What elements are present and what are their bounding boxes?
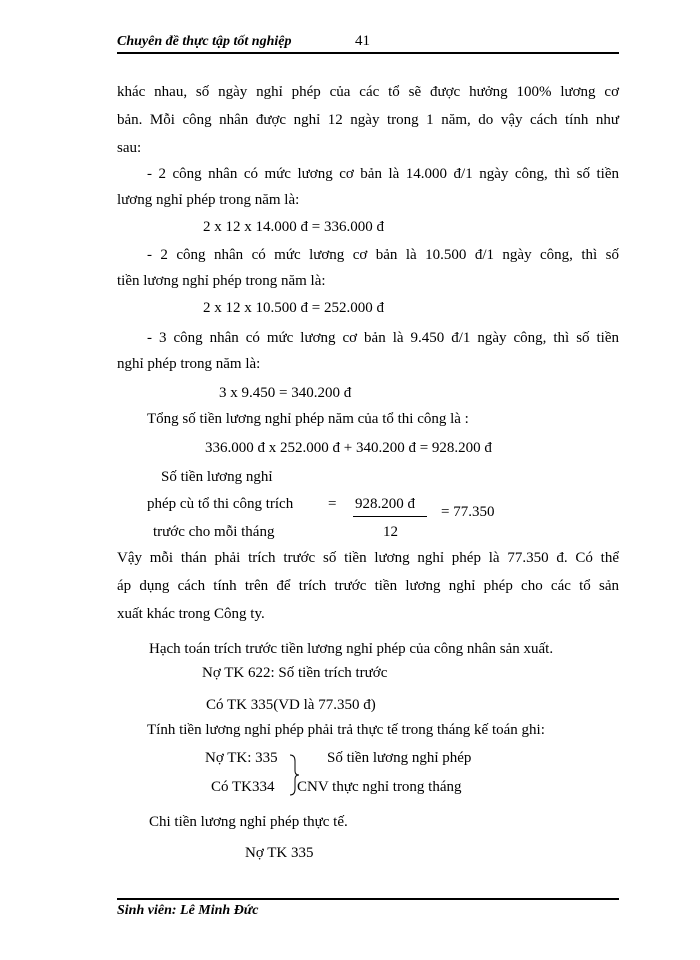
accounting-credit: Có TK 335(VD là 77.350 đ) xyxy=(206,697,376,713)
bullet-line: nghỉ phép trong năm là: xyxy=(117,356,261,372)
paragraph-line: sau: xyxy=(117,140,142,156)
calculation: 3 x 9.450 = 340.200 đ xyxy=(219,385,352,401)
total-label: Tổng số tiền lương nghỉ phép năm của tổ thi công là : xyxy=(147,411,469,427)
header-title: Chuyên đề thực tập tốt nghiệp xyxy=(117,34,292,49)
total-calculation: 336.000 đ x 252.000 đ + 340.200 đ = 928.200 đ xyxy=(205,440,492,456)
formula-equals: = xyxy=(328,496,337,512)
bullet-line: - 2 công nhân có mức lương cơ bản là 10.500 đ/1 ngày công, thì số xyxy=(147,247,619,263)
footer-student: Sinh viên: Lê Minh Đức xyxy=(117,903,259,918)
payment-debit: Nợ TK 335 xyxy=(245,845,314,861)
accounting-title: Hạch toán trích trước tiền lương nghỉ phép của công nhân sản xuất. xyxy=(149,641,554,657)
paragraph-line: áp dụng cách tính trên để trích trước tiền lương nghỉ phép cho các tổ sản xyxy=(117,578,619,594)
accounting-debit: Nợ TK 622: Số tiền trích trước xyxy=(202,665,388,681)
formula-label-line: Số tiền lương nghỉ xyxy=(161,469,273,485)
actual-description-line: Số tiền lương nghỉ phép xyxy=(327,750,472,766)
actual-description-line: CNV thực nghỉ trong tháng xyxy=(297,779,462,795)
formula-numerator: 928.200 đ xyxy=(355,496,415,512)
footer-rule xyxy=(117,898,619,900)
formula-result: = 77.350 xyxy=(441,504,495,520)
bullet-line: - 3 công nhân có mức lương cơ bản là 9.450 đ/1 ngày công, thì số tiền xyxy=(147,330,619,346)
actual-title: Tính tiền lương nghỉ phép phải trả thực tế trong tháng kế toán ghi: xyxy=(147,722,545,738)
paragraph-line: khác nhau, số ngày nghỉ phép của các tổ sẽ được hưởng 100% lương cơ xyxy=(117,84,619,100)
calculation: 2 x 12 x 14.000 đ = 336.000 đ xyxy=(203,219,384,235)
paragraph-line: Vậy mỗi thán phải trích trước số tiền lương nghỉ phép là 77.350 đ. Có thể xyxy=(117,550,619,566)
actual-debit: Nợ TK: 335 xyxy=(205,750,278,766)
formula-denominator: 12 xyxy=(383,524,398,540)
payment-title: Chi tiền lương nghỉ phép thực tế. xyxy=(149,814,348,830)
header-rule xyxy=(117,52,619,54)
calculation: 2 x 12 x 10.500 đ = 252.000 đ xyxy=(203,300,384,316)
paragraph-line: xuất khác trong Công ty. xyxy=(117,606,265,622)
formula-label-line: phép cù tổ thi công trích xyxy=(147,496,294,512)
actual-credit: Có TK334 xyxy=(211,779,275,795)
bullet-line: lương nghỉ phép trong năm là: xyxy=(117,192,300,208)
fraction-bar xyxy=(353,516,427,517)
bullet-line: tiền lương nghỉ phép trong năm là: xyxy=(117,273,326,289)
paragraph-line: bản. Mỗi công nhân được nghỉ 12 ngày trong 1 năm, do vậy cách tính như xyxy=(117,112,619,128)
page-number: 41 xyxy=(355,33,370,49)
formula-label-line: trước cho mỗi tháng xyxy=(153,524,275,540)
bullet-line: - 2 công nhân có mức lương cơ bản là 14.000 đ/1 ngày công, thì số tiền xyxy=(147,166,619,182)
